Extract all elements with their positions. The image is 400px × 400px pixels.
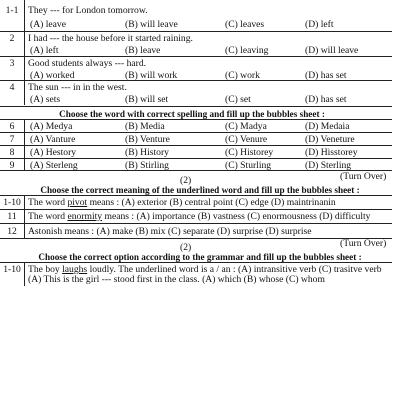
question-number: 12 (7, 226, 17, 237)
option-d: (D) Hisstorey (305, 147, 358, 158)
option-b: (B) Media (125, 121, 165, 132)
question-number: 1-1 (5, 5, 19, 16)
underlined-word: laughs (62, 264, 88, 275)
section-2-heading-row (0, 106, 392, 119)
question-9 (0, 158, 392, 171)
underlined-word: enormity (67, 211, 103, 222)
page-number: (2) (180, 175, 192, 186)
section-heading: Choose the word with correct spelling and fill up the bubbles sheet : (59, 109, 325, 119)
question-number: 4 (9, 82, 15, 93)
question-stem: I had --- the house before it started raining. (28, 33, 193, 44)
turn-over-label: (Turn Over) (340, 238, 387, 249)
option-c: (C) leaves (225, 19, 265, 30)
question-stem: Good students always --- hard. (28, 58, 147, 69)
option-c: (C) Venure (225, 134, 268, 145)
option-c: (C) work (225, 70, 260, 81)
question-number: 6 (9, 121, 15, 132)
option-b: (B) will set (125, 94, 169, 105)
underlined-word: pivot (67, 197, 88, 208)
option-d: (D) Veneture (305, 134, 355, 145)
option-d: (D) will leave (305, 45, 359, 56)
question-number: 8 (9, 147, 15, 158)
question-text: The word pivot means : (A) exterior (B) central point (C) edge (D) maintrinanin (28, 197, 336, 208)
question-14-text: (A) This is the girl --- stood first in the class. (A) which (B) whose (C) whom (28, 274, 325, 285)
option-b: (B) Venture (125, 134, 170, 145)
option-c: (C) leaving (225, 45, 269, 56)
section-heading: Choose the correct meaning of the underlined word and fill up the bubbles sheet : (40, 185, 360, 195)
option-a: (A) leave (30, 19, 66, 30)
column-divider (24, 0, 25, 105)
question-11 (0, 209, 392, 222)
option-a: (A) Hestory (30, 147, 77, 158)
option-d: (D) Sterling (305, 160, 352, 171)
option-c: (C) Madya (225, 121, 267, 132)
question-3 (0, 56, 392, 81)
question-7 (0, 132, 392, 145)
option-b: (B) leave (125, 45, 161, 56)
column-divider (24, 195, 25, 238)
question-number: 2 (9, 33, 15, 44)
option-d: (D) Medaia (305, 121, 350, 132)
question-2 (0, 31, 392, 56)
divider (0, 170, 392, 171)
column-divider (24, 262, 25, 286)
question-6 (0, 119, 392, 132)
option-b: (B) will work (125, 70, 178, 81)
question-text: The boy laughs loudly. The underlined word is a / an : (A) intransitive verb (C) trasitve verb (28, 264, 382, 275)
question-10 (0, 195, 392, 208)
option-d: (D) left (305, 19, 334, 30)
question-number: 1-10 (3, 197, 21, 208)
option-a: (A) left (30, 45, 59, 56)
question-text: The word enormity means : (A) importance (B) vastness (C) enormousness (D) difficulty (28, 211, 371, 222)
question-number: 7 (9, 134, 15, 145)
option-b: (B) History (125, 147, 169, 158)
question-number: 9 (9, 160, 15, 171)
option-d: (D) has set (305, 70, 347, 81)
option-a: (A) sets (30, 94, 61, 105)
option-a: (A) Medya (30, 121, 73, 132)
option-c: (C) set (225, 94, 251, 105)
option-b: (B) Stirling (125, 160, 169, 171)
turn-over-label: (Turn Over) (340, 171, 387, 182)
question-text: Astonish means : (A) make (B) mix (C) separate (D) surprise (D) surprise (28, 226, 312, 237)
divider (0, 238, 392, 239)
question-number: 11 (7, 211, 17, 222)
question-stem: They --- for London tomorrow. (28, 5, 148, 16)
option-d: (D) has set (305, 94, 347, 105)
section-heading: Choose the correct option according to the grammar and fill up the bubbles sheet : (38, 252, 362, 262)
option-c: (C) Historey (225, 147, 274, 158)
question-4 (0, 80, 392, 105)
option-a: (A) Sterleng (30, 160, 78, 171)
option-c: (C) Sturling (225, 160, 272, 171)
question-stem: The sun --- in in the west. (28, 82, 127, 93)
page-number: (2) (180, 242, 192, 253)
question-13 (0, 262, 392, 275)
question-12 (0, 223, 392, 237)
question-8 (0, 145, 392, 158)
option-a: (A) worked (30, 70, 75, 81)
option-a: (A) Vanture (30, 134, 76, 145)
question-number: 1-10 (3, 264, 21, 275)
option-b: (B) will leave (125, 19, 178, 30)
question-number: 3 (9, 58, 15, 69)
